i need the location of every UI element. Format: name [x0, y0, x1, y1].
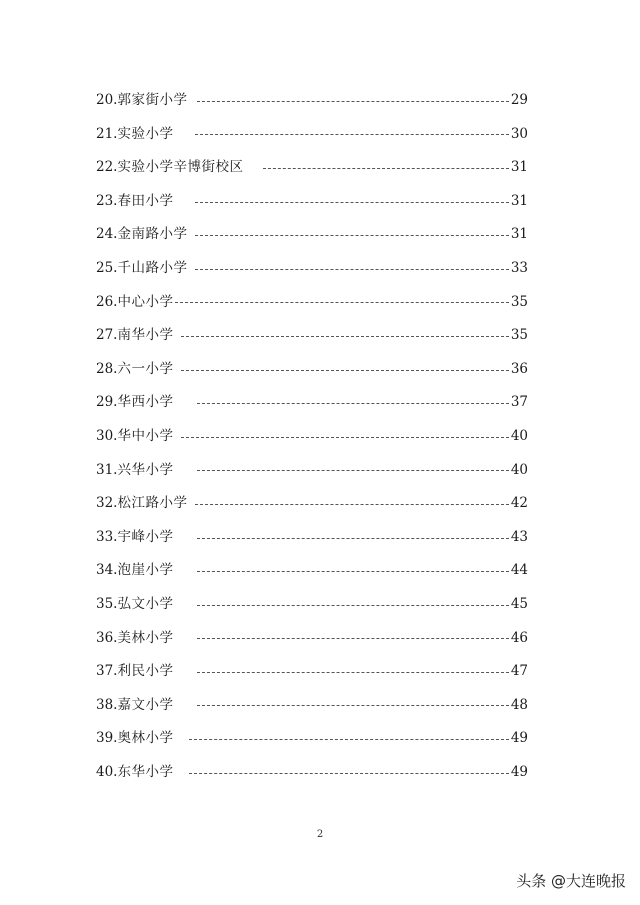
dotted-leader: [197, 403, 508, 404]
toc-entry-number: 28.: [96, 360, 118, 377]
dotted-leader: [195, 269, 508, 270]
dotted-leader: [197, 672, 508, 673]
toc-entry: [96, 722, 528, 756]
toc-entry-number: 24.: [96, 226, 118, 243]
toc-entry-number: 30.: [96, 427, 118, 444]
dotted-leader: [181, 437, 508, 438]
toc-entry-number: 36.: [96, 629, 118, 646]
toc-entry-number: 38.: [96, 696, 118, 713]
dotted-leader: [197, 571, 508, 572]
toc-entry-page: 49: [510, 763, 528, 780]
toc-entry-number: 31.: [96, 461, 118, 478]
toc-entry-page: 35: [510, 293, 528, 310]
toc-entry-number: 35.: [96, 595, 118, 612]
toc-entry: [96, 286, 528, 320]
toc-entry-title: 郭家街小学: [117, 92, 188, 109]
toc-entry-title: 美林小学: [117, 629, 174, 646]
toc-entry-number: 33.: [96, 528, 118, 545]
page-number: 2: [316, 829, 324, 840]
toc-entry: [96, 218, 528, 252]
toc-entry-page: 36: [510, 360, 528, 377]
toc-entry: [96, 756, 528, 790]
toc-entry: [96, 521, 528, 555]
toc-entry-title: 泡崖小学: [117, 562, 174, 579]
toc-entry-title: 金南路小学: [117, 226, 188, 243]
toc-entry: [96, 252, 528, 286]
toc-entry-page: 48: [510, 696, 528, 713]
toc-entry-page: 43: [510, 528, 528, 545]
toc-entry-number: 25.: [96, 260, 118, 277]
toc-entry-number: 32.: [96, 495, 118, 512]
dotted-leader: [181, 370, 508, 371]
toc-entry-number: 22.: [96, 159, 118, 176]
toc-entry-title: 六一小学: [117, 360, 174, 377]
toc-entry-page: 46: [510, 629, 528, 646]
toc-entry-page: 29: [510, 92, 528, 109]
toc-entry-title: 奥林小学: [117, 730, 174, 747]
toc-entry-title: 中心小学: [117, 293, 174, 310]
toc-entry-title: 松江路小学: [117, 495, 188, 512]
dotted-leader: [263, 168, 508, 169]
toc-entry: [96, 386, 528, 420]
toc-entry: [96, 185, 528, 219]
toc-entry: [96, 622, 528, 656]
toc-entry: [96, 420, 528, 454]
table-of-contents: [96, 84, 528, 789]
toc-entry-page: 42: [510, 495, 528, 512]
toc-entry: [96, 454, 528, 488]
toc-entry: [96, 655, 528, 689]
toc-entry-page: 37: [510, 394, 528, 411]
toc-entry: [96, 353, 528, 387]
dotted-leader: [197, 705, 508, 706]
toc-entry-title: 宇峰小学: [117, 528, 174, 545]
dotted-leader: [181, 336, 508, 337]
toc-entry-page: 40: [510, 427, 528, 444]
toc-entry-page: 30: [510, 125, 528, 142]
toc-entry: [96, 487, 528, 521]
dotted-leader: [197, 605, 508, 606]
toc-entry-title: 弘文小学: [117, 595, 174, 612]
dotted-leader: [189, 773, 508, 774]
toc-entry-title: 实验小学辛博街校区: [117, 159, 244, 176]
toc-entry-page: 44: [510, 562, 528, 579]
toc-entry-title: 嘉文小学: [117, 696, 174, 713]
toc-entry: [96, 151, 528, 185]
toc-entry-number: 29.: [96, 394, 118, 411]
toc-entry-page: 33: [510, 260, 528, 277]
toc-entry-title: 东华小学: [117, 763, 174, 780]
toc-entry-title: 春田小学: [117, 192, 174, 209]
watermark: 头条 @大连晚报: [516, 872, 626, 890]
toc-entry-number: 39.: [96, 730, 118, 747]
toc-entry: [96, 588, 528, 622]
toc-entry-number: 40.: [96, 763, 118, 780]
dotted-leader: [195, 202, 508, 203]
toc-entry-number: 37.: [96, 663, 118, 680]
toc-entry-page: 35: [510, 327, 528, 344]
toc-entry-title: 利民小学: [117, 663, 174, 680]
toc-entry-title: 兴华小学: [117, 461, 174, 478]
toc-entry-number: 23.: [96, 192, 118, 209]
toc-entry-title: 华西小学: [117, 394, 174, 411]
toc-entry-page: 40: [510, 461, 528, 478]
toc-entry-title: 华中小学: [117, 427, 174, 444]
dotted-leader: [195, 134, 508, 135]
toc-entry-title: 南华小学: [117, 327, 174, 344]
toc-entry-page: 31: [510, 226, 528, 243]
toc-entry: [96, 689, 528, 723]
toc-entry-title: 实验小学: [117, 125, 174, 142]
dotted-leader: [197, 538, 508, 539]
dotted-leader: [197, 101, 508, 102]
dotted-leader: [189, 739, 508, 740]
dotted-leader: [195, 504, 508, 505]
toc-entry-page: 31: [510, 159, 528, 176]
toc-entry-number: 20.: [96, 92, 118, 109]
toc-entry-number: 27.: [96, 327, 118, 344]
toc-entry: [96, 319, 528, 353]
toc-entry: [96, 118, 528, 152]
dotted-leader: [195, 235, 508, 236]
dotted-leader: [197, 638, 508, 639]
toc-entry: [96, 554, 528, 588]
toc-entry-page: 45: [510, 595, 528, 612]
toc-entry-number: 26.: [96, 293, 118, 310]
toc-entry-number: 21.: [96, 125, 118, 142]
toc-entry-page: 31: [510, 192, 528, 209]
toc-entry-page: 47: [510, 663, 528, 680]
toc-entry-number: 34.: [96, 562, 118, 579]
toc-entry-page: 49: [510, 730, 528, 747]
dotted-leader: [175, 302, 508, 303]
toc-entry: [96, 84, 528, 118]
dotted-leader: [197, 470, 508, 471]
toc-entry-title: 千山路小学: [117, 260, 188, 277]
